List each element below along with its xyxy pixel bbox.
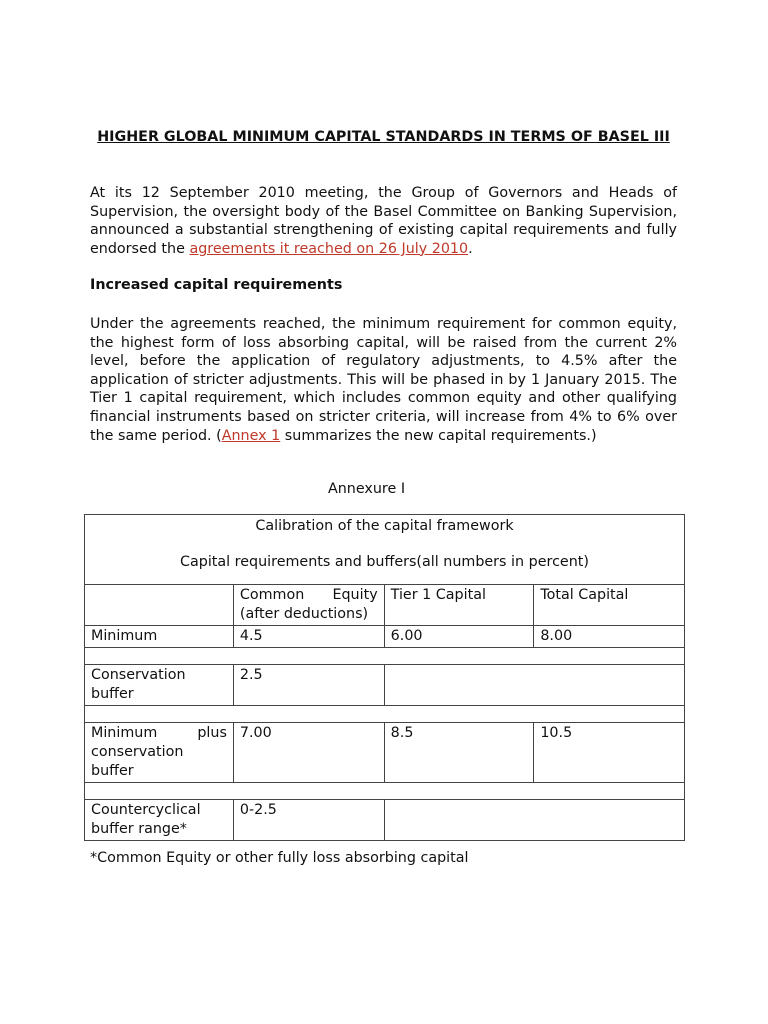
row-conservation-empty <box>384 665 684 706</box>
table-spacer-cell <box>85 706 685 723</box>
row-min-plus-label <box>85 723 234 783</box>
row-countercyclical-empty <box>384 800 684 841</box>
paragraph-intro-text: At its 12 September 2010 meeting, the Group of Governors and Heads of Supervision, the oversight body of the Basel Committee on Banking Supervision, announced a substantial strengthening of existing capital requirements and fully endorsed the <box>90 185 677 257</box>
table-row <box>85 626 685 648</box>
table-spacer-row <box>85 648 685 665</box>
capital-table <box>84 514 685 841</box>
annex-title: Annexure I <box>327 481 406 497</box>
header-common-equity <box>233 585 384 626</box>
table-header-row <box>85 585 685 626</box>
row-min-plus-label-line3: buffer <box>91 763 134 779</box>
paragraph-requirements-text: Under the agreements reached, the minimum requirement for common equity, the highest form of loss absorbing capital, will be raised from the current 2% level, before the application of regulatory adjustments, to 4.5% after the application of stricter adjustments. This will be phased in by 1 January 2015. The Tier 1 capital requirement, which includes common equity and other qualifying financial instruments based on stricter criteria, will increase from 4% to 6% over the same period. ( <box>90 316 677 444</box>
row-min-plus-ce: 7.00 <box>233 723 384 783</box>
table-row <box>85 665 685 706</box>
annex-link[interactable]: Annex 1 <box>221 427 281 444</box>
row-countercyclical-ce: 0-2.5 <box>233 800 384 841</box>
row-min-plus-t1: 8.5 <box>384 723 534 783</box>
paragraph-intro-end: . <box>468 240 473 257</box>
table-caption-cell <box>85 515 685 585</box>
row-conservation-label-line2: buffer <box>91 686 134 702</box>
row-minimum-total: 8.00 <box>534 626 685 648</box>
header-tier1: Tier 1 Capital <box>384 585 534 626</box>
row-conservation-ce: 2.5 <box>233 665 384 706</box>
table-caption-row <box>85 515 685 585</box>
paragraph-requirements <box>90 315 677 445</box>
header-common-equity-line1: Common Equity <box>239 587 378 603</box>
table-row <box>85 723 685 783</box>
row-countercyclical-label-line2: buffer range* <box>91 821 187 837</box>
row-minimum-ce: 4.5 <box>233 626 384 648</box>
table-row <box>85 800 685 841</box>
table-spacer-cell <box>85 648 685 665</box>
table-spacer-row <box>85 706 685 723</box>
row-minimum-label: Minimum <box>85 626 234 648</box>
table-spacer-row <box>85 783 685 800</box>
row-min-plus-label-line2: conservation <box>91 744 184 760</box>
footnote: *Common Equity or other fully loss absorbing capital <box>90 850 469 866</box>
table-caption-subtitle: Capital requirements and buffers(all numbers in percent) <box>180 554 589 570</box>
paragraph-intro <box>90 184 677 258</box>
agreements-link[interactable]: agreements it reached on 26 July 2010 <box>189 240 469 257</box>
row-countercyclical-label-line1: Countercyclical <box>91 802 201 818</box>
table-caption-title: Calibration of the capital framework <box>255 518 514 534</box>
document-title: HIGHER GLOBAL MINIMUM CAPITAL STANDARDS IN TERMS OF BASEL III <box>97 129 670 145</box>
row-conservation-label <box>85 665 234 706</box>
header-common-equity-line2: (after deductions) <box>239 606 369 622</box>
row-minimum-t1: 6.00 <box>384 626 534 648</box>
row-min-plus-label-line1: Minimum plus <box>91 725 227 741</box>
row-conservation-label-line1: Conservation <box>91 667 186 683</box>
table-header-empty <box>85 585 234 626</box>
table-spacer-cell <box>85 783 685 800</box>
section-heading: Increased capital requirements <box>90 277 343 293</box>
row-countercyclical-label <box>85 800 234 841</box>
row-min-plus-total: 10.5 <box>534 723 685 783</box>
header-total: Total Capital <box>534 585 685 626</box>
paragraph-requirements-end: summarizes the new capital requirements.) <box>280 427 597 444</box>
